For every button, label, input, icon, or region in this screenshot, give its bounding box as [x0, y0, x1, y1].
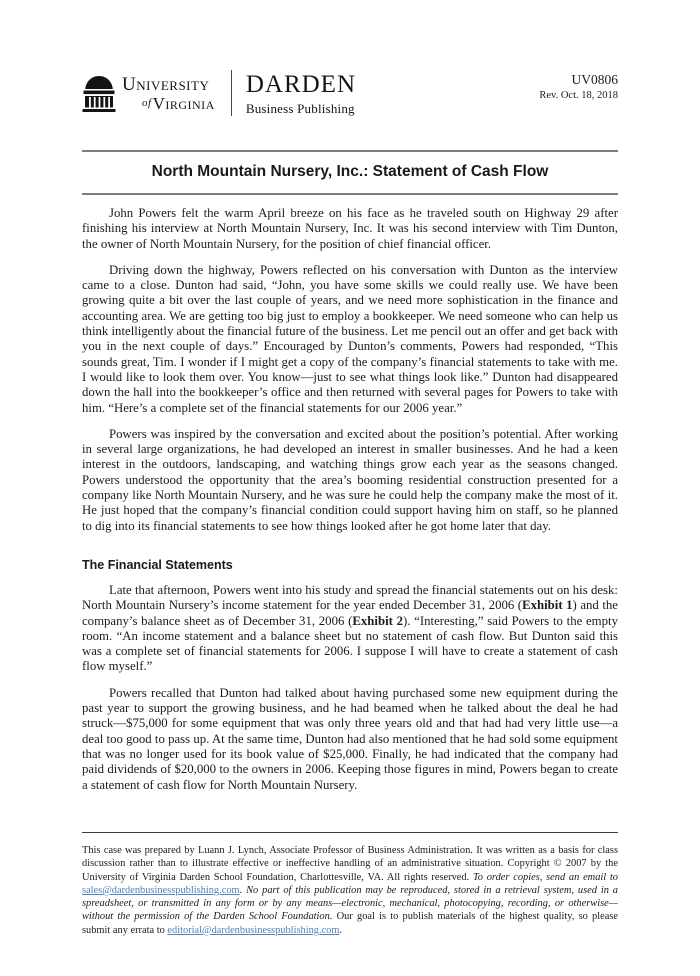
- publisher-logo: [82, 70, 356, 116]
- case-document-page: [0, 70, 700, 793]
- intro-paragraph-1: [82, 206, 618, 252]
- text-segment: .: [339, 924, 343, 936]
- text-segment: Powers was inspired by the conversation and excited about the position’s potential. After working in several large organizations, he had developed an interest in smaller businesses. And he had a keen interest in the outdoors, landscaping, and watching things grow each year as the seasons changed. Powers understood the opportunity that the area’s booming residential construction presented for a company like North Mountain Nursery, and he was sure he could help the company make the most of it. He just hoped that the company’s financial condition could support having him on staff, so he planned to dig into its financial statements to see how things looked after he got home later that day.: [82, 426, 618, 533]
- darden-word: DARDEN: [245, 70, 357, 98]
- text-segment: Exhibit 1: [522, 598, 573, 613]
- university-of-virginia-wordmark: [122, 75, 215, 112]
- statements-paragraph-1: [82, 583, 618, 675]
- case-number: UV0806: [571, 72, 618, 87]
- text-segment: Our goal is to publish materials of the highest quality, so please submit any errata to: [82, 911, 618, 936]
- text-segment: This case was prepared by Luann J. Lynch, Associate Professor of Business Administration. It was written as a basis for class discussion rather than to illustrate effective or ineffective handling of an administrative situation. Copyright © 2007 by the University of Virginia Darden School Foundation, Charlottesville, VA. All rights reserved.: [82, 845, 618, 883]
- text-segment: John Powers felt the warm April breeze on his face as he traveled south on Highway 29 after finishing his interview at North Mountain Nursery, Inc. It was his second interview with Tim Dunton, the owner of North Mountain Nursery, for the position of chief financial officer.: [82, 206, 618, 251]
- university-word: University: [122, 73, 210, 95]
- revision-date: Rev. Oct. 18, 2018: [539, 89, 618, 101]
- document-reference: [539, 70, 618, 102]
- section-heading-financial-statements: The Financial Statements: [82, 557, 233, 572]
- text-segment: Powers recalled that Dunton had talked about having purchased some new equipment during the past year to support the growing business, and he had beamed when he talked about the deal he had struck—$75,000 for some equipment that was only three years old and that had had very little use—a deal too good to pass up. At the same time, Dunton had also mentioned that he had sold some equipment that was no longer used for its book value of $25,000. Finally, he had indicated that the company had paid dividends of $20,000 to the owners in 2006. Keeping those figures in mind, Powers began to create a statement of cash flow for North Mountain Nursery.: [82, 685, 618, 792]
- text-segment: Driving down the highway, Powers reflected on his conversation with Dunton as the interview came to a close. Dunton had said, “John, you have some skills we could really use. We have been growing quite a bit over the last couple of years, and we need more sophistication in the finance and accounting area. We are getting too big just to employ a bookkeeper. We need someone who can help us think intelligently about the financial future of the business. Let me pencil out an offer and get back with you in the next couple of days.” Encouraged by Dunton’s comments, Powers had responded, “This sounds great, Tim. I wonder if I might get a copy of the company’s financial statements to take with me. I would like to look them over. You know—just to see what things look like.” Dunton had disappeared down the hall into the bookkeeper’s office and then returned with several pages for Powers to take with him. “Here’s a complete set of the financial statements for our 2006 year.”: [82, 262, 619, 415]
- intro-paragraph-3: [82, 427, 618, 534]
- of-word: of: [142, 96, 152, 109]
- logo-divider: [231, 70, 232, 116]
- text-segment: ). “Interesting,” said Powers to the empty room. “An income statement and a balance sheet but no statement of cash flow. But Dunton said this was a complete set of financial statements for 2006. I suppose I will have to create a statement of cash flow myself.”: [82, 613, 618, 674]
- statements-paragraph-2: [82, 686, 618, 793]
- title-block: [82, 150, 618, 195]
- uva-rotunda-icon: [82, 75, 116, 112]
- darden-subtitle: Business Publishing: [245, 100, 355, 116]
- footer-rule: [82, 832, 618, 833]
- text-segment: .: [239, 884, 247, 896]
- text-segment: Exhibit 2: [352, 613, 404, 628]
- document-header: [82, 70, 618, 116]
- text-segment: No part of this publication may be reproduced, stored in a retrieval system, used in a spreadsheet, or transmitted in any form or by any means—electronic, mechanical, photocopying, recording, or otherwise—without the permission of the Darden School Foundation.: [82, 884, 618, 923]
- case-body: [82, 206, 618, 793]
- text-segment: To order copies, send an email to: [472, 871, 619, 883]
- text-segment: Late that afternoon, Powers went into his study and spread the financial statements out on his desk: North Mountain Nursery’s income statement for the year ended December 31, 2006 (: [82, 582, 618, 613]
- case-footer: [82, 832, 618, 937]
- text-segment: ) and the company’s balance sheet as of December 31, 2006 (: [82, 598, 618, 628]
- email-link[interactable]: editorial@dardenbusinesspublishing.com: [167, 924, 340, 936]
- copyright-notice: [82, 844, 618, 937]
- darden-business-publishing-logo: [246, 72, 356, 115]
- virginia-word: ofVirginia: [142, 93, 215, 113]
- case-title: North Mountain Nursery, Inc.: Statement of Cash Flow: [151, 163, 549, 180]
- email-link[interactable]: sales@dardenbusinesspublishing.com: [82, 884, 240, 896]
- intro-paragraph-2: [82, 263, 618, 416]
